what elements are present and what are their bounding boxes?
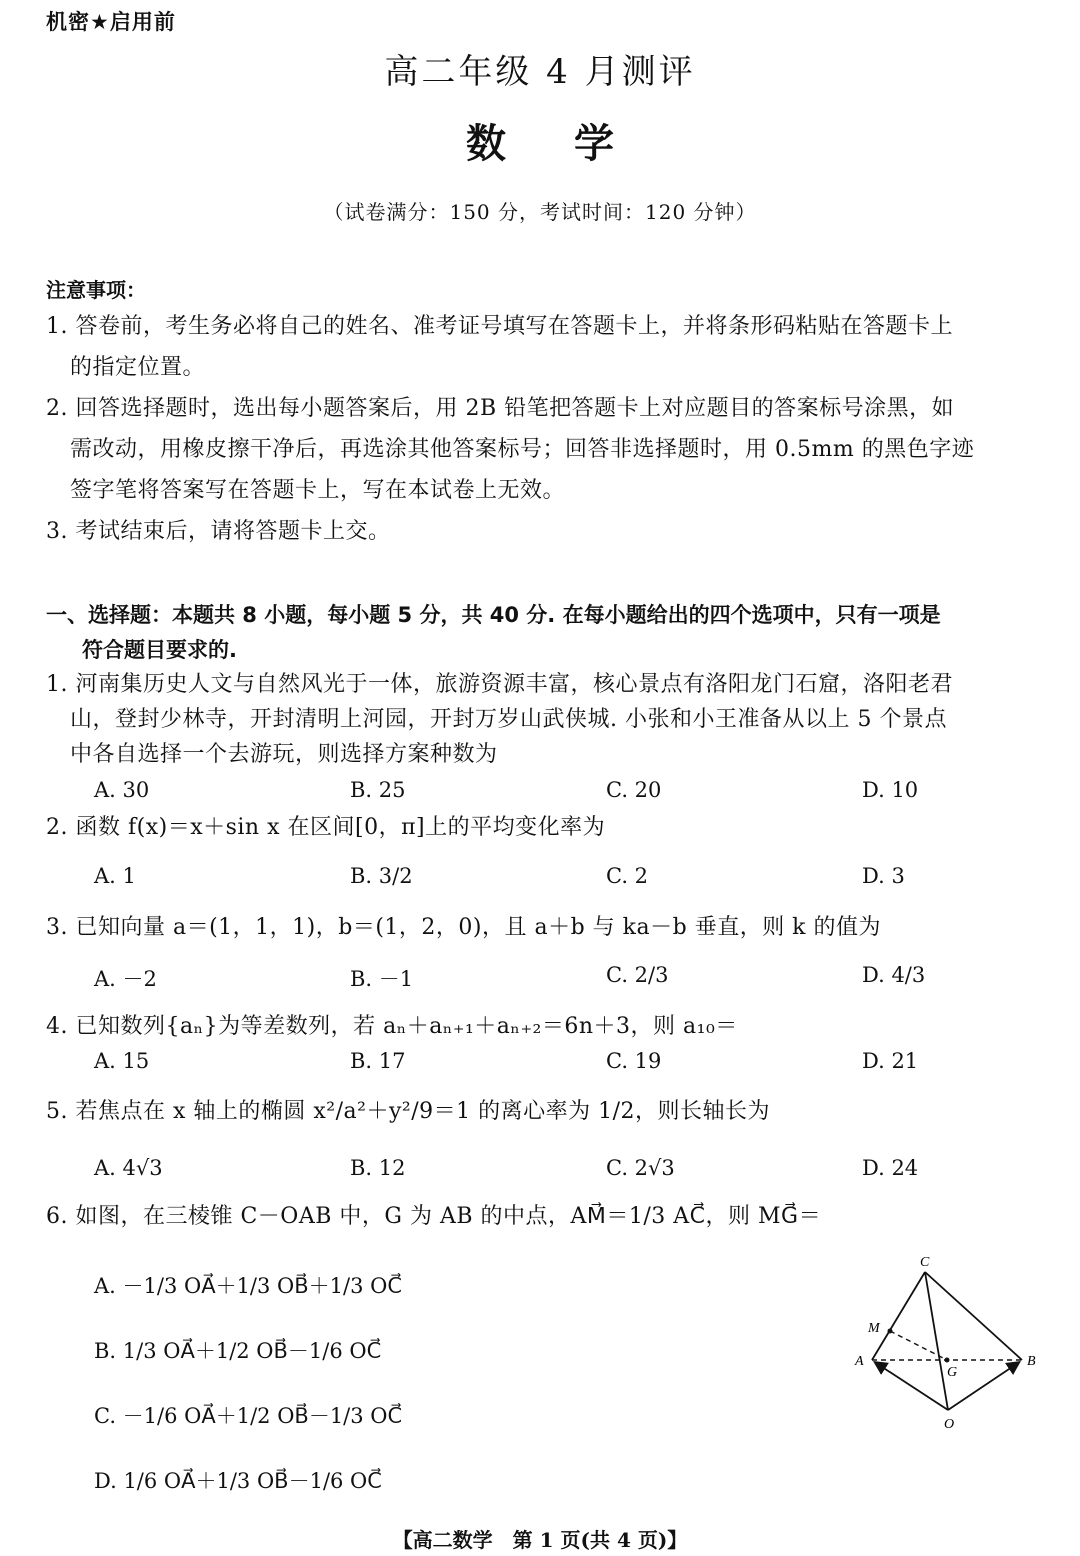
q5-option-d: D. 24: [862, 1156, 919, 1180]
notice-line: 2. 回答选择题时，选出每小题答案后，用 2B 铅笔把答题卡上对应题目的答案标号涂黑，如: [46, 396, 955, 421]
q3-option-a: A. －2: [94, 967, 157, 991]
edge-co: [925, 1272, 948, 1410]
q3-option-d: D. 4/3: [862, 963, 926, 987]
exam-title: 高二年级 4 月测评: [384, 52, 696, 92]
q6-option-c: C. －1/6 OA⃗＋1/2 OB⃗－1/3 OC⃗: [94, 1404, 403, 1428]
question-3-line: 3. 已知向量 a＝(1，1，1)，b＝(1，2，0)，且 a＋b 与 ka－b 垂直，则 k 的值为: [46, 915, 882, 940]
label-m: M: [868, 1321, 880, 1336]
q3-option-c: C. 2/3: [606, 963, 669, 987]
notice-line: 3. 考试结束后，请将答题卡上交。: [46, 519, 391, 544]
edge-ca: [872, 1272, 925, 1360]
notice-line: 的指定位置。: [70, 355, 206, 380]
q1-option-c: C. 20: [606, 778, 662, 802]
q4-option-b: B. 17: [350, 1049, 406, 1073]
question-4-line: 4. 已知数列{aₙ}为等差数列，若 aₙ＋aₙ₊₁＋aₙ₊₂＝6n＋3，则 a₁₀＝: [46, 1014, 738, 1039]
label-o: O: [944, 1417, 955, 1432]
edge-ob: [948, 1363, 1018, 1410]
q2-option-d: D. 3: [862, 864, 905, 888]
q4-option-c: C. 19: [606, 1049, 662, 1073]
segment-mg: [890, 1331, 947, 1360]
question-1-line: 中各自选择一个去游玩，则选择方案种数为: [70, 742, 498, 767]
question-5-line: 5. 若焦点在 x 轴上的椭圆 x²/a²＋y²/9＝1 的离心率为 1/2，则长轴长为: [46, 1099, 770, 1124]
q6-option-d: D. 1/6 OA⃗＋1/3 OB⃗－1/6 OC⃗: [94, 1469, 382, 1493]
point-m: [888, 1329, 893, 1334]
q1-option-b: B. 25: [350, 778, 406, 802]
q2-option-b: B. 3/2: [350, 864, 413, 888]
notice-line: 签字笔将答案写在答题卡上，写在本试卷上无效。: [70, 478, 566, 503]
q5-option-b: B. 12: [350, 1156, 406, 1180]
label-b: B: [1027, 1354, 1036, 1369]
page-footer: 【高二数学 第 1 页(共 4 页)】: [392, 1528, 688, 1552]
q4-option-a: A. 15: [94, 1049, 150, 1073]
q1-option-d: D. 10: [862, 778, 919, 802]
exam-meta: （试卷满分：150 分，考试时间：120 分钟）: [323, 200, 757, 224]
q4-option-d: D. 21: [862, 1049, 919, 1073]
point-g: [945, 1358, 950, 1363]
tetrahedron-figure: [852, 1250, 1052, 1440]
label-g: G: [947, 1365, 958, 1380]
question-2-line: 2. 函数 f(x)＝x＋sin x 在区间[0，π]上的平均变化率为: [46, 815, 606, 840]
q1-option-a: A. 30: [94, 778, 150, 802]
q3-option-b: B. －1: [350, 967, 414, 991]
edge-cb: [925, 1272, 1022, 1360]
confidential-label: 机密★启用前: [46, 10, 176, 34]
subject-title: 数学: [466, 120, 682, 167]
q5-option-c: C. 2√3: [606, 1156, 675, 1180]
label-a: A: [855, 1354, 864, 1369]
question-1-line: 山，登封少林寺，开封清明上河园，开封万岁山武侠城. 小张和小王准备从以上 5 个景点: [70, 707, 947, 732]
notice-line: 需改动，用橡皮擦干净后，再选涂其他答案标号；回答非选择题时，用 0.5mm 的黑色字迹: [70, 437, 975, 462]
question-6-line: 6. 如图，在三棱锥 C－OAB 中，G 为 AB 的中点，AM⃗＝1/3 AC⃗，则 MG⃗＝: [46, 1204, 822, 1229]
notice-line: 1. 答卷前，考生务必将自己的姓名、准考证号填写在答题卡上，并将条形码粘贴在答题卡上: [46, 314, 953, 339]
q2-option-a: A. 1: [94, 864, 136, 888]
label-c: C: [920, 1255, 930, 1270]
section-heading-cont: 符合题目要求的.: [82, 638, 237, 662]
edge-oa: [876, 1363, 948, 1410]
q6-option-b: B. 1/3 OA⃗＋1/2 OB⃗－1/6 OC⃗: [94, 1339, 382, 1363]
q6-option-a: A. －1/3 OA⃗＋1/3 OB⃗＋1/3 OC⃗: [94, 1274, 403, 1298]
q2-option-c: C. 2: [606, 864, 649, 888]
notice-heading: 注意事项：: [46, 278, 146, 302]
q5-option-a: A. 4√3: [94, 1156, 163, 1180]
section-heading: 一、选择题：本题共 8 小题，每小题 5 分，共 40 分. 在每小题给出的四个选项中，只有一项是: [46, 603, 941, 627]
question-1-line: 1. 河南集历史人文与自然风光于一体，旅游资源丰富，核心景点有洛阳龙门石窟，洛阳老君: [46, 672, 953, 697]
